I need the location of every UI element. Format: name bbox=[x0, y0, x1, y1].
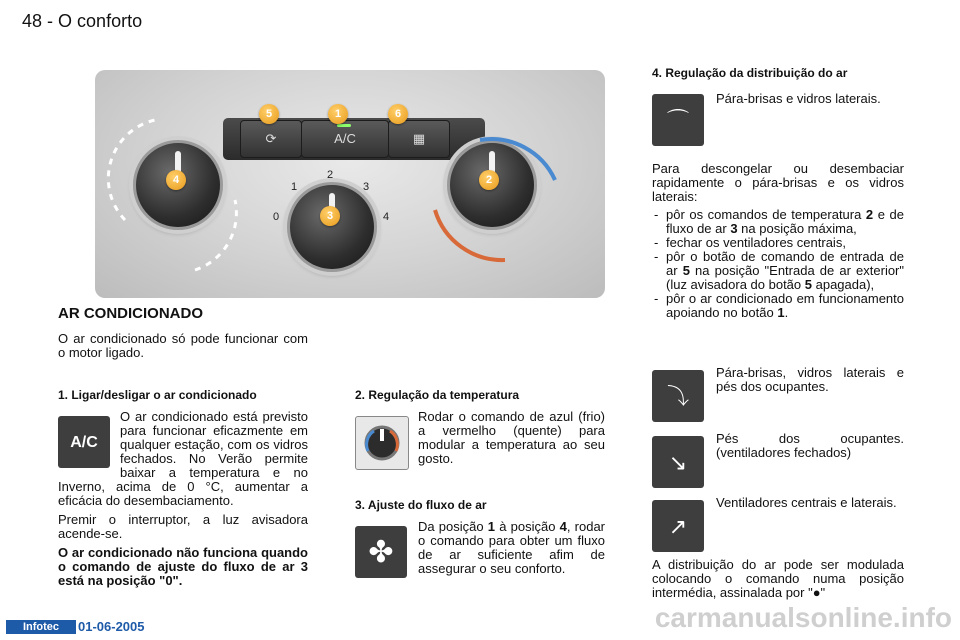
step-text: . bbox=[784, 305, 789, 320]
item3-text-b: 1 bbox=[487, 519, 496, 534]
badge-3: 3 bbox=[320, 206, 340, 226]
step-ref: 2 bbox=[865, 207, 874, 222]
item3-text bbox=[418, 520, 605, 576]
closing-text: A distribuição do ar pode ser modulada colocando o comando numa posição intermédia, assinalada por "●" bbox=[652, 557, 904, 600]
item4-para: Para descongelar ou desembaciar rapidamente o pára-brisas e os vidros laterais: bbox=[652, 161, 904, 204]
item1-body2: Premir o interruptor, a luz avisadora acende-se. bbox=[58, 512, 308, 541]
item3-text-a: Da posição bbox=[418, 519, 488, 534]
badge-5: 5 bbox=[259, 104, 279, 124]
page-header bbox=[22, 10, 142, 32]
item4-title: 4. Regulação da distribuição do ar bbox=[652, 66, 848, 80]
item2-text: Rodar o comando de azul (frio) a vermelho (quente) para modular a temperatura ao seu gosto. bbox=[418, 409, 605, 466]
step-text: pôr os comandos de temperatura bbox=[666, 207, 866, 222]
defrost-step bbox=[652, 208, 904, 236]
item3-title: 3. Ajuste do fluxo de ar bbox=[355, 498, 487, 512]
fan-glyph: ✤ bbox=[368, 535, 394, 569]
step-text: fechar os ventiladores centrais, bbox=[666, 235, 846, 250]
feet-icon bbox=[652, 436, 704, 488]
defrost-step bbox=[652, 236, 904, 250]
section-heading: AR CONDICIONADO bbox=[58, 305, 203, 322]
watermark: carmanualsonline.info bbox=[654, 602, 952, 633]
page-section: - O conforto bbox=[47, 11, 143, 31]
step-ref: 3 bbox=[730, 221, 738, 236]
item3-text-e: , rodar o comando para obter um fluxo de ar suficiente afim de assegurar o seu conforto. bbox=[418, 519, 606, 576]
step-text: apagada), bbox=[812, 277, 875, 292]
mode4-text: Ventiladores centrais e laterais. bbox=[716, 495, 897, 510]
vents-glyph: ↗ bbox=[668, 513, 688, 539]
step-ref: 5 bbox=[682, 263, 690, 278]
defrost-steps bbox=[652, 208, 904, 320]
badge-1: 1 bbox=[328, 104, 348, 124]
step-text: pôr o ar condicionado em funcionamento apoiando no botão bbox=[666, 291, 904, 320]
badge-4: 4 bbox=[166, 170, 186, 190]
footer-date: 01-06-2005 bbox=[78, 619, 145, 634]
page-number: 48 bbox=[22, 11, 43, 31]
ac-icon-label: A/C bbox=[70, 433, 98, 451]
windscreen-glyph: ⌒ bbox=[666, 107, 689, 133]
step-ref: 1 bbox=[777, 305, 785, 320]
step-text: na posição "Entrada de ar exterior" (luz avisadora do botão bbox=[666, 263, 905, 292]
fan-pos-4: 4 bbox=[383, 211, 390, 223]
climate-panel-image bbox=[95, 70, 605, 298]
fan-pos-3: 3 bbox=[363, 181, 370, 193]
windscreen-feet-icon bbox=[652, 370, 704, 422]
windscreen-feet-glyph: ⤵ bbox=[666, 383, 689, 409]
fan-pos-2: 2 bbox=[327, 169, 334, 181]
item1-warning: O ar condicionado não funciona quando o comando de ajuste do fluxo de ar 3 está na posição "0". bbox=[58, 545, 308, 588]
fan-icon bbox=[355, 526, 407, 578]
temperature-knob-icon bbox=[355, 416, 409, 470]
defrost-step bbox=[652, 292, 904, 320]
item1-body: O ar condicionado está previsto para funcionar eficazmente em qualquer estação, com os vidros fechados. No Verão permite baixar a temperatura e no Inverno, acima de 0 °C, aumentar a eficácia do desembaciamento. bbox=[58, 409, 308, 508]
windscreen-icon bbox=[652, 94, 704, 146]
item1-text bbox=[58, 410, 308, 588]
badge-6: 6 bbox=[388, 104, 408, 124]
defrost-step bbox=[652, 250, 904, 292]
recirculation-button: ⟳ bbox=[240, 120, 302, 158]
intro-text: O ar condicionado só pode funcionar com o motor ligado. bbox=[58, 331, 308, 360]
feet-glyph: ↘ bbox=[668, 449, 688, 475]
step-text: e de fluxo de ar bbox=[666, 207, 904, 236]
mode1-text: Pára-brisas e vidros laterais. bbox=[716, 91, 881, 106]
rear-defrost-button: ▦ bbox=[388, 120, 450, 158]
vents-icon bbox=[652, 500, 704, 552]
step-text: na posição máxima, bbox=[737, 221, 857, 236]
item3-text-d: 4 bbox=[559, 519, 567, 534]
step-ref: 5 bbox=[804, 277, 812, 292]
item1-title: 1. Ligar/desligar o ar condicionado bbox=[58, 388, 257, 402]
fan-pos-1: 1 bbox=[291, 181, 298, 193]
mode3-text: Pés dos ocupantes. (ventiladores fechados) bbox=[716, 431, 904, 460]
knob-icon bbox=[362, 423, 402, 463]
mode2-text: Pára-brisas, vidros laterais e pés dos ocupantes. bbox=[716, 365, 904, 394]
badge-2: 2 bbox=[479, 170, 499, 190]
infotec-logo: Infotec bbox=[6, 620, 76, 634]
fan-pos-0: 0 bbox=[273, 211, 280, 223]
ac-panel-label: A/C bbox=[334, 131, 356, 146]
item3-text-c: à posição bbox=[495, 519, 560, 534]
item2-title: 2. Regulação da temperatura bbox=[355, 388, 520, 402]
step-text: pôr o botão de comando de entrada de ar bbox=[666, 249, 904, 278]
